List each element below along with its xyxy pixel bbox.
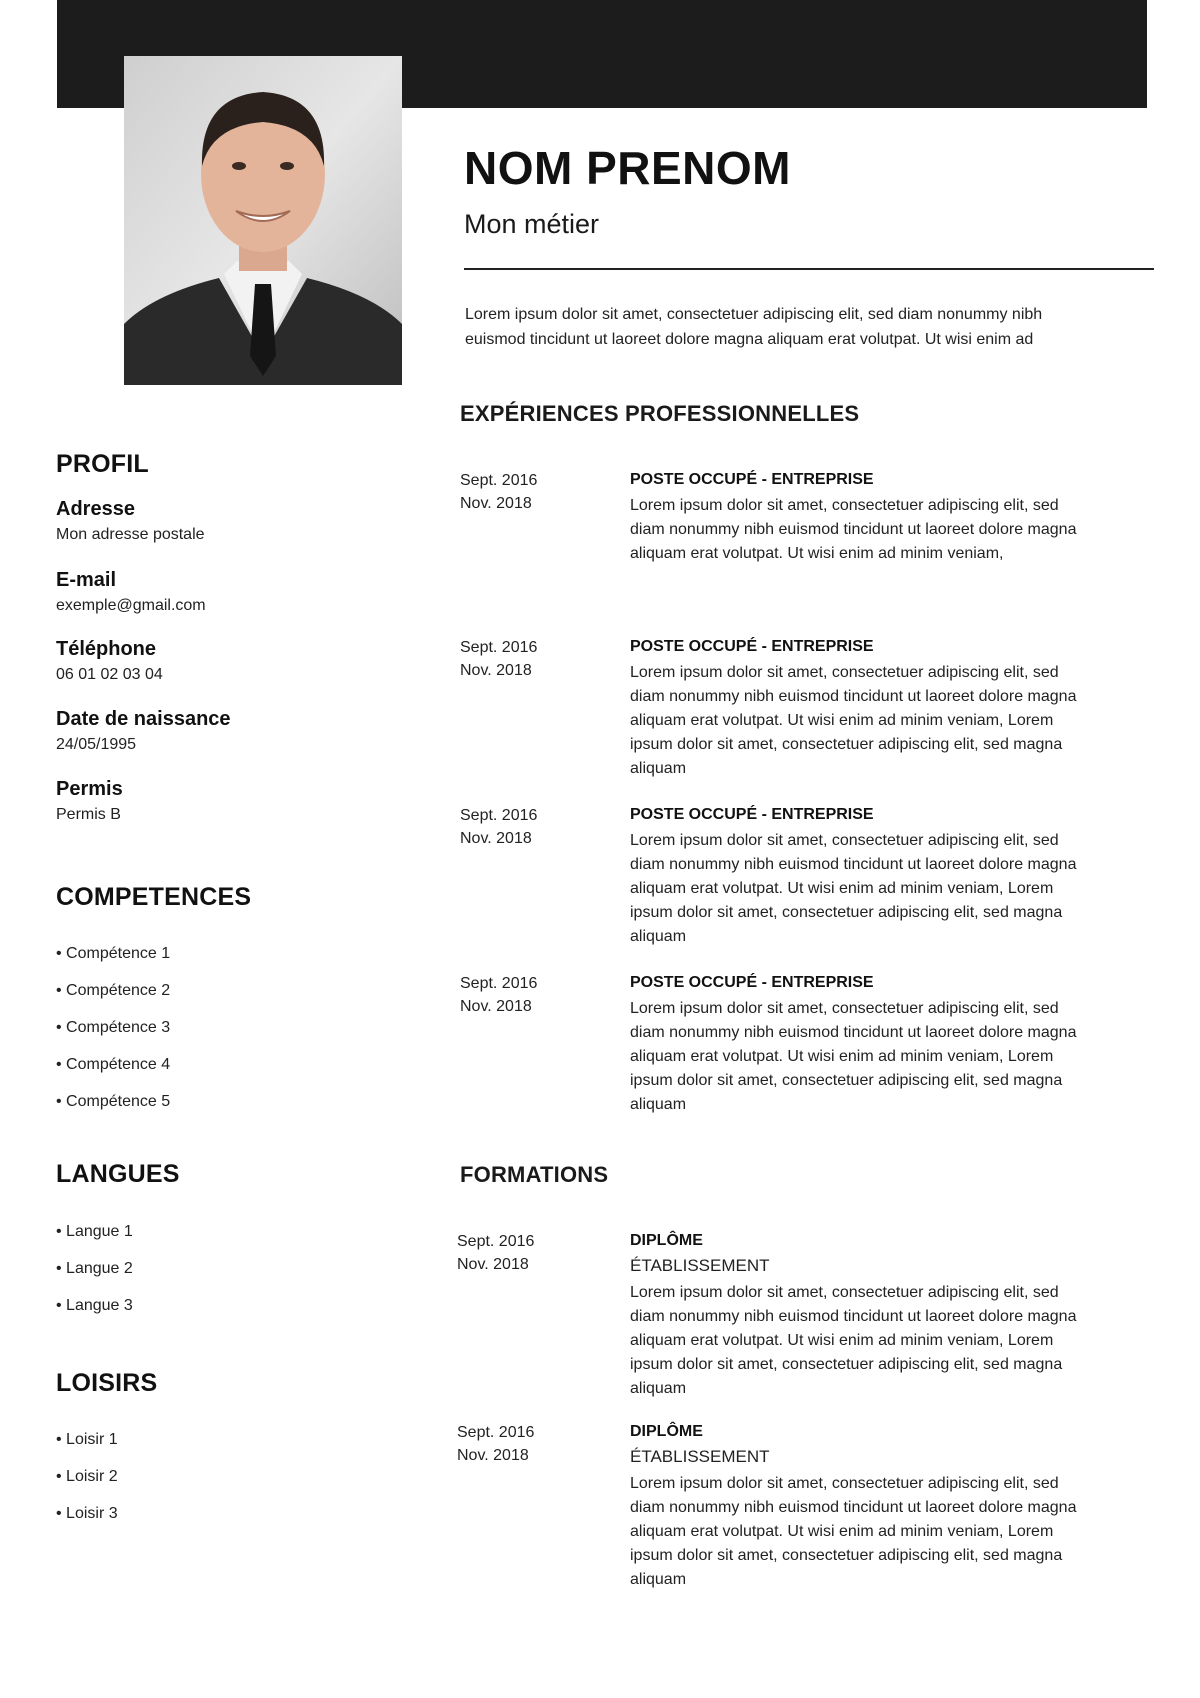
license-field	[56, 777, 396, 825]
languages-list	[56, 1222, 396, 1333]
end-date: Nov. 2018	[457, 1256, 529, 1273]
birthdate-label: Date de naissance	[56, 708, 231, 730]
skills-section	[56, 883, 396, 912]
job-title: Mon métier	[464, 209, 600, 239]
list-item: • Compétence 3	[56, 1018, 396, 1055]
end-date: Nov. 2018	[460, 662, 532, 679]
header-divider	[464, 268, 1154, 270]
entry-description: Lorem ipsum dolor sit amet, consectetuer adipiscing elit, sed diam nonummy nibh euismod tincidunt ut laoreet dolore magna aliquam erat volutpat. Ut wisi enim ad minim veniam, Lorem ipsum dolor sit amet, consectetuer adipiscing elit, sed magna aliquam	[630, 832, 1077, 945]
address-field	[56, 497, 396, 545]
degree-title: DIPLÔME	[630, 1423, 703, 1440]
entry-body	[630, 636, 1080, 781]
address-value: Mon adresse postale	[56, 526, 205, 543]
list-item: • Compétence 1	[56, 944, 396, 981]
institution-name: ÉTABLISSEMENT	[630, 1447, 770, 1466]
entry-dates	[460, 972, 610, 1018]
languages-section	[56, 1160, 396, 1189]
hobbies-section	[56, 1369, 396, 1398]
email-field	[56, 568, 396, 616]
list-item: • Compétence 2	[56, 981, 396, 1018]
entry-dates	[460, 804, 610, 850]
list-item: • Loisir 3	[56, 1504, 396, 1541]
entry-body	[630, 804, 1080, 949]
birthdate-value: 24/05/1995	[56, 736, 137, 753]
profile-heading: PROFIL	[56, 450, 149, 478]
institution-name: ÉTABLISSEMENT	[630, 1256, 770, 1275]
list-item: • Langue 1	[56, 1222, 396, 1259]
entry-description: Lorem ipsum dolor sit amet, consectetuer adipiscing elit, sed diam nonummy nibh euismod tincidunt ut laoreet dolore magna aliquam erat volutpat. Ut wisi enim ad minim veniam, Lorem ipsum dolor sit amet, consectetuer adipiscing elit, sed magna aliquam	[630, 1475, 1077, 1588]
list-item: • Loisir 1	[56, 1430, 396, 1467]
end-date: Nov. 2018	[460, 830, 532, 847]
email-value: exemple@gmail.com	[56, 597, 206, 614]
degree-title: DIPLÔME	[630, 1232, 703, 1249]
entry-dates	[460, 469, 610, 515]
entry-dates	[457, 1230, 607, 1276]
entry-title: POSTE OCCUPÉ - ENTREPRISE	[630, 806, 874, 823]
start-date: Sept. 2016	[460, 975, 538, 992]
entry-title: POSTE OCCUPÉ - ENTREPRISE	[630, 974, 874, 991]
start-date: Sept. 2016	[457, 1233, 535, 1250]
start-date: Sept. 2016	[457, 1424, 535, 1441]
profile-photo	[124, 56, 402, 385]
phone-value: 06 01 02 03 04	[56, 666, 163, 683]
list-item: • Langue 2	[56, 1259, 396, 1296]
birthdate-field	[56, 707, 396, 755]
email-label: E-mail	[56, 569, 117, 591]
summary-text: Lorem ipsum dolor sit amet, consectetuer adipiscing elit, sed diam nonummy nibh euismod tincidunt ut laoreet dolore magna aliquam erat volutpat. Ut wisi enim ad	[465, 306, 1043, 348]
license-label: Permis	[56, 778, 123, 800]
languages-heading: LANGUES	[56, 1160, 180, 1188]
entry-dates	[460, 636, 610, 682]
profile-section	[56, 450, 396, 479]
phone-label: Téléphone	[56, 638, 157, 660]
entry-dates	[457, 1421, 607, 1467]
entry-description: Lorem ipsum dolor sit amet, consectetuer adipiscing elit, sed diam nonummy nibh euismod tincidunt ut laoreet dolore magna aliquam erat volutpat. Ut wisi enim ad minim veniam, Lorem ipsum dolor sit amet, consectetuer adipiscing elit, sed magna aliquam	[630, 664, 1077, 777]
entry-body	[630, 972, 1080, 1117]
education-heading: FORMATIONS	[460, 1162, 609, 1187]
list-item: • Loisir 2	[56, 1467, 396, 1504]
list-item: • Langue 3	[56, 1296, 396, 1333]
end-date: Nov. 2018	[460, 998, 532, 1015]
entry-body	[630, 469, 1080, 566]
license-value: Permis B	[56, 806, 121, 823]
start-date: Sept. 2016	[460, 639, 538, 656]
experience-heading: EXPÉRIENCES PROFESSIONNELLES	[460, 401, 860, 426]
hobbies-list	[56, 1430, 396, 1541]
entry-body	[630, 1230, 1080, 1401]
entry-title: POSTE OCCUPÉ - ENTREPRISE	[630, 471, 874, 488]
entry-description: Lorem ipsum dolor sit amet, consectetuer adipiscing elit, sed diam nonummy nibh euismod tincidunt ut laoreet dolore magna aliquam erat volutpat. Ut wisi enim ad minim veniam,	[630, 497, 1077, 562]
end-date: Nov. 2018	[460, 495, 532, 512]
skills-list	[56, 944, 396, 1129]
start-date: Sept. 2016	[460, 472, 538, 489]
address-label: Adresse	[56, 498, 135, 520]
hobbies-heading: LOISIRS	[56, 1369, 158, 1397]
list-item: • Compétence 5	[56, 1092, 396, 1129]
phone-field	[56, 637, 396, 685]
start-date: Sept. 2016	[460, 807, 538, 824]
end-date: Nov. 2018	[457, 1447, 529, 1464]
candidate-name: NOM PRENOM	[464, 142, 791, 194]
list-item: • Compétence 4	[56, 1055, 396, 1092]
entry-description: Lorem ipsum dolor sit amet, consectetuer adipiscing elit, sed diam nonummy nibh euismod tincidunt ut laoreet dolore magna aliquam erat volutpat. Ut wisi enim ad minim veniam, Lorem ipsum dolor sit amet, consectetuer adipiscing elit, sed magna aliquam	[630, 1000, 1077, 1113]
entry-title: POSTE OCCUPÉ - ENTREPRISE	[630, 638, 874, 655]
entry-body	[630, 1421, 1080, 1592]
entry-description: Lorem ipsum dolor sit amet, consectetuer adipiscing elit, sed diam nonummy nibh euismod tincidunt ut laoreet dolore magna aliquam erat volutpat. Ut wisi enim ad minim veniam, Lorem ipsum dolor sit amet, consectetuer adipiscing elit, sed magna aliquam	[630, 1284, 1077, 1397]
header	[464, 140, 1154, 240]
skills-heading: COMPETENCES	[56, 883, 252, 911]
